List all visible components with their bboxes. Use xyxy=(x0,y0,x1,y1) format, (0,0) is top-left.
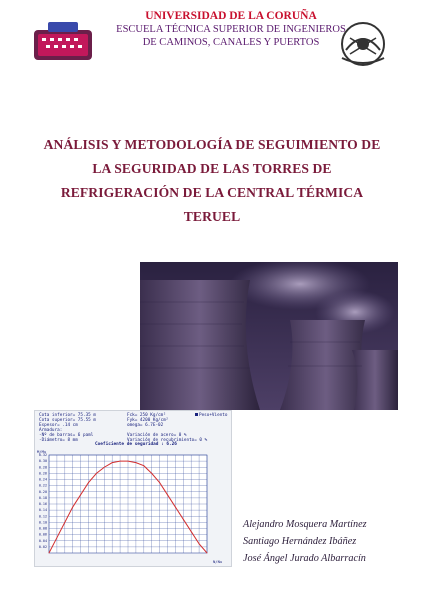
y-tick-label: 0.24 xyxy=(38,477,47,482)
data-point xyxy=(64,522,65,523)
y-tick-label: 0.16 xyxy=(38,502,47,506)
author-2: Santiago Hernández Ibáñez xyxy=(243,536,357,547)
data-point xyxy=(175,507,176,508)
y-tick-label: 0.30 xyxy=(38,459,47,464)
parameters-right: Fck= 250 Kg/cm² Fyk= 4200 Kg/cm² omega= 6.7E-02 Variación de acero= 0 % Variación de recubrimiento= 0 % xyxy=(127,413,208,443)
data-point xyxy=(57,537,58,538)
y-tick-label: 0.10 xyxy=(38,520,47,525)
authors xyxy=(243,516,418,567)
data-point xyxy=(49,553,50,554)
university-name: UNIVERSIDAD DE LA CORUÑA xyxy=(145,10,317,22)
data-point xyxy=(159,482,160,483)
data-point xyxy=(128,461,129,462)
y-tick-label: 0.12 xyxy=(38,514,47,519)
school-name-line1: ESCUELA TÉCNICA SUPERIOR DE INGENIEROS xyxy=(116,24,346,35)
title-line-4: TERUEL xyxy=(183,209,241,224)
y-tick-label: 0.02 xyxy=(38,544,47,549)
data-point xyxy=(112,462,113,463)
data-point xyxy=(96,473,97,474)
y-tick-label: 0.20 xyxy=(38,489,47,494)
y-axis-label: M/Mu xyxy=(37,449,47,454)
y-tick-label: 0.14 xyxy=(38,508,47,513)
y-tick-label: 0.18 xyxy=(38,495,47,500)
title-line-2: LA SEGURIDAD DE LAS TORRES DE xyxy=(92,161,332,176)
data-point xyxy=(183,519,184,520)
data-point xyxy=(191,531,192,532)
data-point xyxy=(167,494,168,495)
data-point xyxy=(136,462,137,463)
data-point xyxy=(143,465,144,466)
document-title xyxy=(40,133,384,229)
author-1: Alejandro Mosquera Martínez xyxy=(243,519,367,530)
data-point xyxy=(88,482,89,483)
data-point xyxy=(80,494,81,495)
interaction-chart xyxy=(35,411,231,566)
school-name-line2: DE CAMINOS, CANALES Y PUERTOS xyxy=(142,37,320,48)
cooling-towers-photo xyxy=(140,262,398,410)
university-logo-graphic xyxy=(30,20,96,66)
analysis-screenshot xyxy=(34,410,232,567)
data-point xyxy=(104,467,105,468)
university-logo xyxy=(30,20,96,66)
parameters-left: Cota inferior= 75.35 m Cota superior= 75.55 m Espesor= .14 cm Armadura: -Nº de barras= 6 paml -Diámetro= 8 mm xyxy=(39,413,96,443)
title-line-1: ANÁLISIS Y METODOLOGÍA DE SEGUIMIENTO DE xyxy=(43,137,381,152)
data-point xyxy=(151,473,152,474)
data-point xyxy=(120,461,121,462)
y-tick-label: 0.04 xyxy=(38,538,47,543)
safety-coefficient: Coeficiente de seguridad : 6.26 xyxy=(95,442,177,447)
y-tick-label: 0.32 xyxy=(38,453,47,457)
y-tick-label: 0.06 xyxy=(38,532,47,537)
y-tick-label: 0.28 xyxy=(38,465,47,470)
data-point xyxy=(207,553,208,554)
data-point xyxy=(72,507,73,508)
y-tick-label: 0.08 xyxy=(38,526,47,531)
y-tick-label: 0.26 xyxy=(38,471,47,476)
data-point xyxy=(199,543,200,544)
legend-label: Peso+Viento xyxy=(199,413,228,418)
title-line-3: REFRIGERACIÓN DE LA CENTRAL TÉRMICA xyxy=(60,185,364,200)
author-3: José Ángel Jurado Albarracín xyxy=(243,553,366,564)
y-tick-label: 0.22 xyxy=(38,483,47,488)
x-axis-label: N/Nu xyxy=(213,559,223,564)
